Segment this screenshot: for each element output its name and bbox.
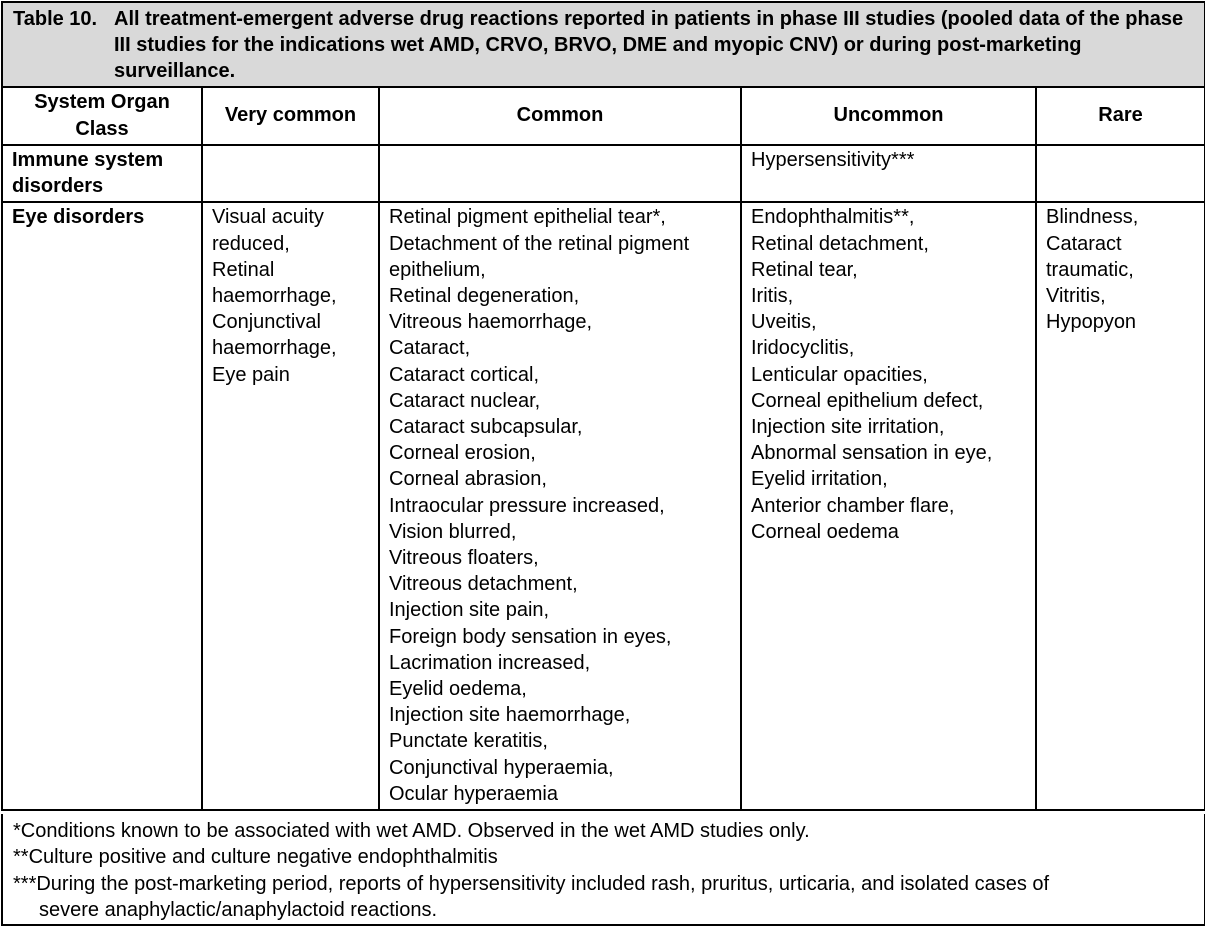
cell-immune-rare bbox=[1036, 145, 1205, 202]
reaction-item: Lacrimation increased, bbox=[389, 651, 591, 674]
reaction-item: Abnormal sensation in eye, bbox=[751, 442, 993, 465]
cell-eye-common bbox=[379, 202, 741, 810]
reaction-item: Iritis, bbox=[751, 285, 794, 308]
reaction-item: Ocular hyperaemia bbox=[389, 782, 558, 805]
reaction-item: Conjunctival bbox=[212, 311, 321, 334]
reaction-item: traumatic, bbox=[1046, 258, 1134, 281]
reaction-item: haemorrhage, bbox=[212, 337, 337, 360]
header-very-common: Very common bbox=[202, 87, 379, 145]
reaction-item: Corneal erosion, bbox=[389, 442, 536, 465]
footnote-3: ***During the post-marketing period, reports of hypersensitivity included rash, pruritus, urticaria, and isolated cases of bbox=[13, 873, 1050, 895]
reaction-item: Retinal pigment epithelial tear*, bbox=[389, 206, 666, 229]
header-common: Common bbox=[379, 87, 741, 145]
cell-eye-rare bbox=[1036, 202, 1205, 810]
reaction-item: Foreign body sensation in eyes, bbox=[389, 625, 672, 648]
table-caption-label: Table 10. bbox=[13, 8, 98, 30]
reaction-item: epithelium, bbox=[389, 258, 486, 281]
reaction-item: Vitreous detachment, bbox=[389, 573, 578, 596]
reaction-item: Retinal degeneration, bbox=[389, 285, 580, 308]
reaction-item: Eyelid irritation, bbox=[751, 468, 888, 491]
reaction-item: Injection site haemorrhage, bbox=[389, 704, 631, 727]
table-caption bbox=[1, 1, 1205, 88]
cell-immune-very-common bbox=[202, 145, 379, 202]
cell-immune-uncommon bbox=[741, 145, 1036, 202]
reaction-item: Eye pain bbox=[212, 363, 290, 386]
table-row-eye bbox=[2, 202, 1205, 810]
reaction-item: Cataract, bbox=[389, 337, 471, 360]
table-footnotes bbox=[1, 814, 1205, 926]
reaction-item: haemorrhage, bbox=[212, 285, 337, 308]
reaction-item: Visual acuity bbox=[212, 206, 324, 229]
reaction-item: Vitreous floaters, bbox=[389, 547, 539, 570]
reaction-item: Retinal detachment, bbox=[751, 232, 929, 255]
reaction-item: Iridocyclitis, bbox=[751, 337, 855, 360]
table-row-immune bbox=[2, 145, 1205, 202]
footnote-1: *Conditions known to be associated with wet AMD. Observed in the wet AMD studies only. bbox=[13, 820, 810, 842]
reaction-item: Vitreous haemorrhage, bbox=[389, 311, 593, 334]
reaction-item: Retinal bbox=[212, 258, 275, 281]
reaction-item: Injection site irritation, bbox=[751, 416, 945, 439]
reaction-item: Uveitis, bbox=[751, 311, 817, 334]
reaction-item: Hypersensitivity*** bbox=[751, 149, 915, 171]
reaction-item: reduced, bbox=[212, 232, 290, 255]
cell-eye-very-common bbox=[202, 202, 379, 810]
reaction-item: Blindness, bbox=[1046, 206, 1139, 229]
header-rare: Rare bbox=[1036, 87, 1205, 145]
reaction-item: Corneal epithelium defect, bbox=[751, 389, 984, 412]
reaction-item: Injection site pain, bbox=[389, 599, 550, 622]
soc-eye: Eye disorders bbox=[2, 202, 202, 810]
reaction-item: Cataract cortical, bbox=[389, 363, 540, 386]
reaction-item: Cataract subcapsular, bbox=[389, 416, 583, 439]
table-header-row bbox=[2, 87, 1205, 145]
reaction-item: Intraocular pressure increased, bbox=[389, 494, 665, 517]
header-soc: System Organ Class bbox=[2, 87, 202, 145]
cell-immune-common bbox=[379, 145, 741, 202]
reaction-item: Cataract bbox=[1046, 232, 1122, 255]
reaction-item: Punctate keratitis, bbox=[389, 730, 548, 753]
reaction-item: Eyelid oedema, bbox=[389, 678, 527, 701]
reaction-item: Lenticular opacities, bbox=[751, 363, 928, 386]
reaction-item: Detachment of the retinal pigment bbox=[389, 232, 690, 255]
soc-immune: Immune system disorders bbox=[2, 145, 202, 202]
footnote-3-continued: severe anaphylactic/anaphylactoid reactions. bbox=[39, 899, 438, 921]
reaction-item: Vision blurred, bbox=[389, 520, 517, 543]
reaction-item: Corneal abrasion, bbox=[389, 468, 547, 491]
reaction-item: Hypopyon bbox=[1046, 311, 1137, 334]
reaction-item: Vitritis, bbox=[1046, 285, 1106, 308]
reaction-item: Anterior chamber flare, bbox=[751, 494, 955, 517]
header-uncommon: Uncommon bbox=[741, 87, 1036, 145]
cell-eye-uncommon bbox=[741, 202, 1036, 810]
adverse-reactions-table bbox=[1, 86, 1205, 811]
reaction-item: Conjunctival hyperaemia, bbox=[389, 756, 614, 779]
reaction-item: Corneal oedema bbox=[751, 520, 899, 543]
reaction-item: Endophthalmitis**, bbox=[751, 206, 915, 229]
reaction-item: Cataract nuclear, bbox=[389, 389, 541, 412]
table-caption-text: All treatment-emergent adverse drug reactions reported in patients in phase III studies (pooled data of the phase III studies for the indications wet AMD, CRVO, BRVO, DME and myopic CNV) or during post-marketing surveillance. bbox=[114, 8, 1184, 82]
reaction-item: Retinal tear, bbox=[751, 258, 858, 281]
footnote-2: **Culture positive and culture negative endophthalmitis bbox=[13, 846, 498, 868]
